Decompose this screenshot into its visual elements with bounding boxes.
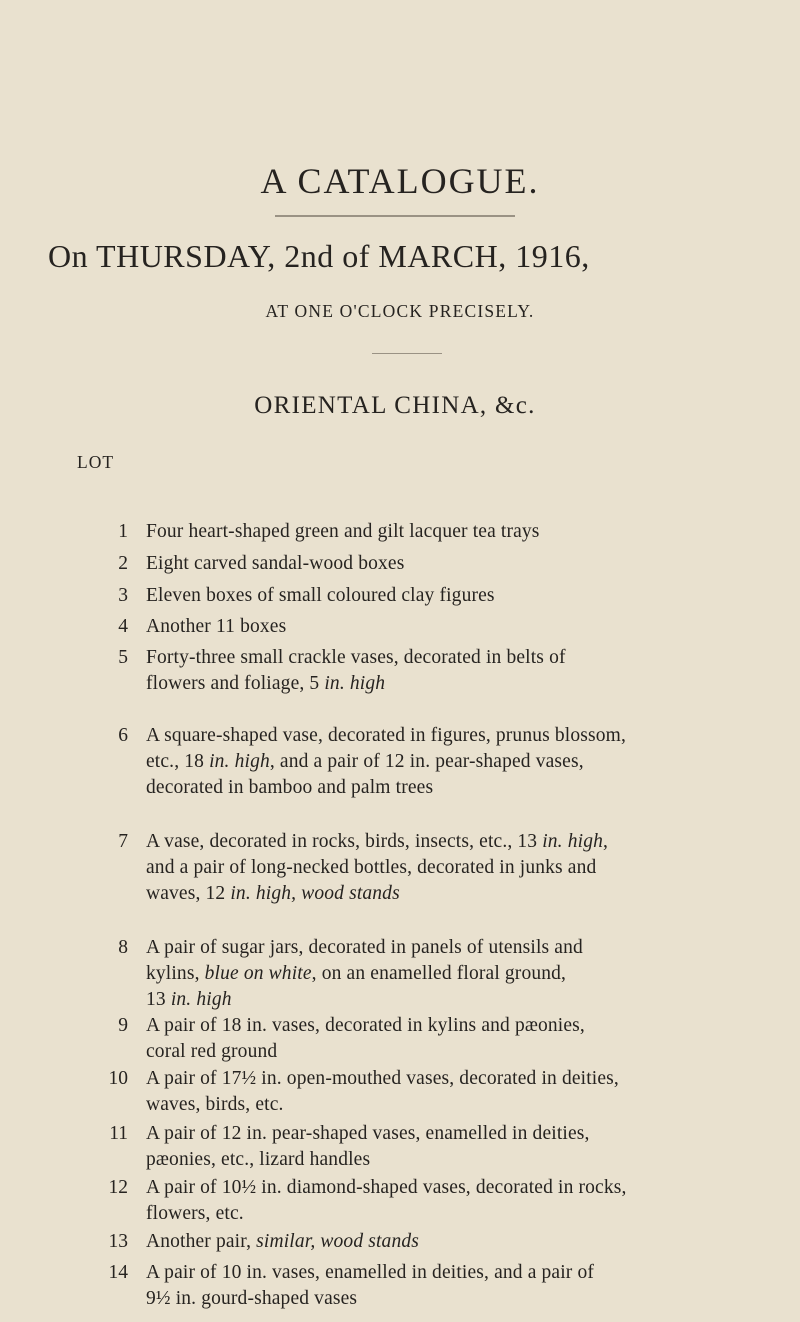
lot-number: 6 bbox=[118, 725, 128, 746]
lot-number: 11 bbox=[109, 1123, 128, 1144]
lot-description: Four heart-shaped green and gilt lacquer tea trays bbox=[146, 521, 540, 542]
lot-description: A pair of sugar jars, decorated in panels of utensils and kylins, blue on white, on an enamelled floral ground, 13 in. high bbox=[146, 937, 583, 1010]
lot-number: 4 bbox=[118, 616, 128, 637]
lot-description: A pair of 17½ in. open-mouthed vases, decorated in deities, waves, birds, etc. bbox=[146, 1068, 619, 1115]
section-rule bbox=[372, 353, 442, 354]
lot-number: 12 bbox=[108, 1177, 128, 1198]
lot-description: A pair of 10 in. vases, enamelled in deities, and a pair of 9½ in. gourd-shaped vases bbox=[146, 1262, 595, 1309]
catalogue-title: A CATALOGUE. bbox=[260, 161, 540, 201]
lot-description: Eight carved sandal-wood boxes bbox=[146, 553, 405, 574]
lot-description: A pair of 12 in. pear-shaped vases, enamelled in deities, pæonies, etc., lizard handles bbox=[146, 1123, 590, 1170]
lot-number: 1 bbox=[118, 521, 128, 542]
title-rule bbox=[275, 215, 515, 217]
lot-description: Another 11 boxes bbox=[146, 616, 287, 637]
lot-number: 5 bbox=[118, 647, 128, 668]
lot-number: 10 bbox=[108, 1068, 128, 1089]
section-heading: ORIENTAL CHINA, &c. bbox=[254, 392, 536, 419]
lot-description: A pair of 10½ in. diamond-shaped vases, decorated in rocks, flowers, etc. bbox=[146, 1177, 627, 1224]
lot-column-header: LOT bbox=[77, 452, 115, 472]
sale-time: AT ONE O'CLOCK PRECISELY. bbox=[265, 301, 535, 321]
lot-description: Another pair, similar, wood stands bbox=[146, 1231, 419, 1252]
sale-date: On THURSDAY, 2nd of MARCH, 1916, bbox=[48, 238, 590, 274]
lot-number: 14 bbox=[108, 1262, 128, 1283]
lot-number: 7 bbox=[118, 831, 128, 852]
lot-description: A vase, decorated in rocks, birds, insects, etc., 13 in. high, and a pair of long-necked bottles, decorated in junks and waves, 12 in. high, wood stands bbox=[146, 831, 609, 904]
lot-description: Forty-three small crackle vases, decorated in belts of flowers and foliage, 5 in. high bbox=[146, 647, 566, 694]
lot-description: Eleven boxes of small coloured clay figures bbox=[146, 585, 495, 606]
lot-number: 9 bbox=[118, 1015, 128, 1036]
lot-number: 3 bbox=[118, 585, 128, 606]
lot-description: A pair of 18 in. vases, decorated in kylins and pæonies, coral red ground bbox=[146, 1015, 585, 1062]
lot-number: 8 bbox=[118, 937, 128, 958]
lot-number: 2 bbox=[118, 553, 128, 574]
lot-number: 13 bbox=[108, 1231, 128, 1252]
lot-description: A square-shaped vase, decorated in figures, prunus blossom, etc., 18 in. high, and a pair of 12 in. pear-shaped vases, decorated in bamboo and palm trees bbox=[146, 725, 626, 798]
